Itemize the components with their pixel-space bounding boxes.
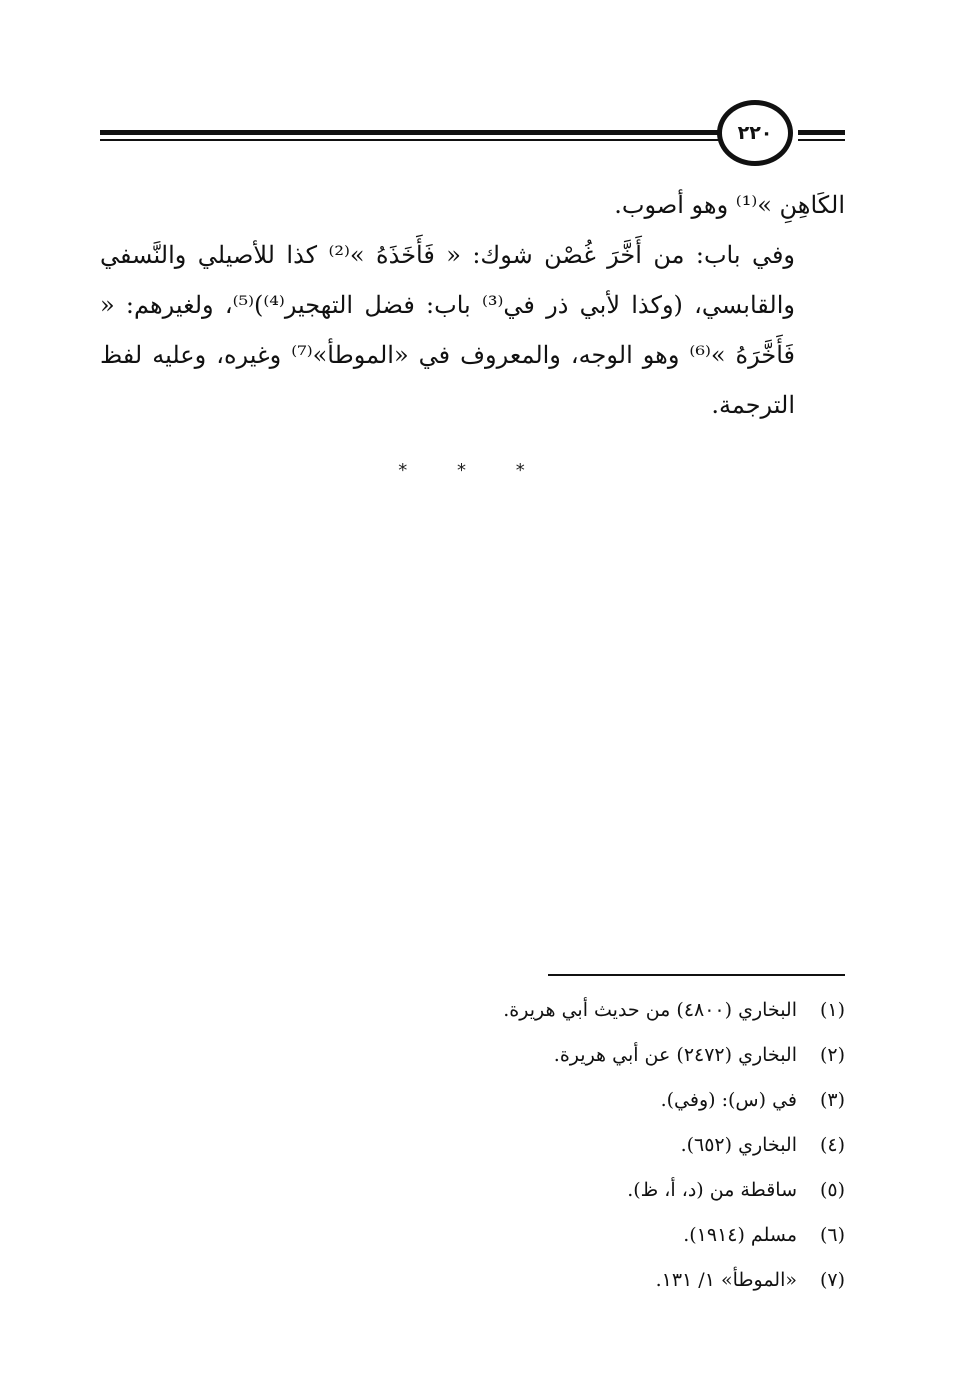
- footnote-text: البخاري (٢٤٧٢) عن أبي هريرة.: [553, 1044, 797, 1066]
- page-number: ٢٢٠: [717, 100, 793, 166]
- footnote-number: (٢): [819, 1044, 845, 1066]
- footnote-text: في (س): (وفي).: [660, 1089, 797, 1111]
- footnote-number: (٥): [819, 1179, 845, 1201]
- page-header: [100, 100, 845, 170]
- footnote-rule: [548, 974, 845, 976]
- footnote-item: [100, 1127, 845, 1172]
- footnotes: [100, 992, 845, 1307]
- header-rule-right-thin: [798, 139, 845, 141]
- section-separator: * * *: [398, 460, 547, 481]
- footnote-text: «الموطأ» ١/ ١٣١.: [655, 1269, 797, 1291]
- footnote-item: [100, 1172, 845, 1217]
- footnote-item: [100, 1082, 845, 1127]
- paragraph-2: وفي باب: من أَخَّرَ غُصْن شوك: « فَأَخَذَهُ »⁽²⁾ كذا للأصيلي والنَّسفي والقابسي، (وكذا لأبي ذر في⁽³⁾ باب: فضل التهجير⁽⁴⁾)⁽⁵⁾، ولغيرهم: « فَأَخَّرَهُ »⁽⁶⁾ وهو الوجه، والمعروف في «الموطأ»⁽⁷⁾ وغيره، وعليه لفظ الترجمة.: [100, 241, 796, 419]
- footnote-item: [100, 1037, 845, 1082]
- paragraph-1: الكَاهِنِ »⁽¹⁾ وهو أصوب.: [614, 191, 845, 219]
- footnote-number: (٣): [819, 1089, 845, 1111]
- footnote-text: البخاري (٦٥٢).: [680, 1134, 797, 1156]
- footnote-text: ساقطة من (د، أ، ظ).: [627, 1179, 797, 1201]
- footnote-number: (١): [819, 999, 845, 1021]
- header-rule-thin: [100, 139, 720, 141]
- footnote-number: (٧): [819, 1269, 845, 1291]
- footnote-number: (٦): [819, 1224, 845, 1246]
- footnote-text: البخاري (٤٨٠٠) من حديث أبي هريرة.: [503, 999, 797, 1021]
- footnote-item: [100, 1262, 845, 1307]
- header-rule-thick: [100, 130, 720, 135]
- header-rule-right-thick: [798, 130, 845, 135]
- footnote-number: (٤): [819, 1134, 845, 1156]
- footnote-text: مسلم (١٩١٤).: [683, 1224, 797, 1246]
- footnote-item: [100, 992, 845, 1037]
- main-text: [100, 180, 845, 430]
- footnote-item: [100, 1217, 845, 1262]
